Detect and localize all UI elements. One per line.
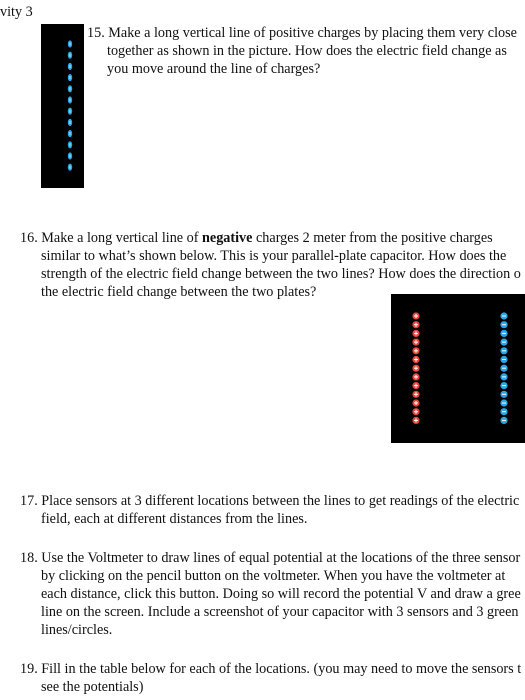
negative-charge-marker (500, 408, 507, 415)
question-19-line-2: see the potentials) (41, 679, 144, 695)
capacitor-image (391, 294, 525, 443)
question-16 (20, 229, 493, 247)
charge-marker (68, 108, 72, 115)
question-15-line-2: together as shown in the picture. How does the electric field change as (107, 43, 507, 59)
negative-charge-marker (500, 312, 507, 319)
negative-charge-marker (500, 382, 507, 389)
negative-charge-marker (500, 417, 507, 424)
positive-charge-marker (412, 373, 419, 380)
question-15-number: 15. (87, 25, 105, 41)
charge-marker (68, 52, 72, 59)
capacitor-svg (391, 294, 525, 443)
question-17-line-2: field, each at different distances from the lines. (41, 511, 308, 527)
activity-header: vity 3 (0, 4, 33, 20)
question-18-number: 18. (20, 550, 38, 566)
negative-charge-marker (500, 347, 507, 354)
negative-charge-marker (500, 330, 507, 337)
positive-charge-marker (412, 391, 419, 398)
positive-charge-marker (412, 356, 419, 363)
single-line-charge-image (41, 24, 84, 188)
positive-charge-marker (412, 330, 419, 337)
question-15-line-3: you move around the line of charges? (107, 61, 321, 77)
question-19-number: 19. (20, 661, 38, 677)
question-18-line-2: by clicking on the pencil button on the voltmeter. When you have the voltmeter at (41, 568, 506, 584)
positive-charge-marker (412, 365, 419, 372)
negative-charge-marker (500, 373, 507, 380)
question-17-number: 17. (20, 493, 38, 509)
negative-charge-marker (500, 321, 507, 328)
question-17-line-1: Place sensors at 3 different locations between the lines to get readings of the electric (41, 493, 520, 509)
question-18-line-1: Use the Voltmeter to draw lines of equal potential at the locations of the three sensor (41, 550, 521, 566)
charge-marker (68, 141, 72, 148)
question-17 (20, 492, 519, 510)
positive-charge-marker (412, 321, 419, 328)
question-19-line-1: Fill in the table below for each of the locations. (you may need to move the sensors t (41, 661, 522, 677)
charge-marker (68, 74, 72, 81)
charge-marker (68, 40, 72, 47)
positive-charge-marker (412, 408, 419, 415)
question-16-line-3: strength of the electric field change between the two lines? How does the direction o (41, 266, 521, 282)
positive-charge-marker (412, 399, 419, 406)
single-line-charge-svg (41, 24, 84, 188)
negative-charge-marker (500, 356, 507, 363)
question-16-bold-word: negative (202, 230, 253, 246)
question-16-line-1-end: charges 2 meter from the positive charges (252, 230, 493, 246)
positive-charge-marker (412, 347, 419, 354)
question-16-line-4: the electric field change between the two plates? (41, 284, 317, 300)
charge-marker (68, 130, 72, 137)
question-18 (20, 549, 520, 567)
charge-marker (68, 85, 72, 92)
question-18-line-5: lines/circles. (41, 622, 113, 638)
question-16-line-1-start: Make a long vertical line of (41, 230, 203, 246)
negative-charge-marker (500, 339, 507, 346)
positive-charge-marker (412, 339, 419, 346)
positive-charge-marker (412, 382, 419, 389)
charge-marker (68, 96, 72, 103)
negative-charge-marker (500, 391, 507, 398)
question-16-number: 16. (20, 230, 38, 246)
negative-charge-marker (500, 365, 507, 372)
charge-marker (68, 164, 72, 171)
question-19 (20, 660, 521, 678)
charge-marker (68, 63, 72, 70)
positive-charge-marker (412, 312, 419, 319)
negative-charge-marker (500, 399, 507, 406)
charge-marker (68, 152, 72, 159)
question-15 (87, 24, 517, 42)
question-16-line-2: similar to what’s shown below. This is your parallel-plate capacitor. How does the (41, 248, 507, 264)
positive-charge-marker (412, 417, 419, 424)
question-15-line-1: Make a long vertical line of positive charges by placing them very close (108, 25, 517, 41)
question-18-line-3: each distance, click this button. Doing so will record the potential V and draw a gree (41, 586, 521, 602)
question-18-line-4: line on the screen. Include a screenshot of your capacitor with 3 sensors and 3 green (41, 604, 519, 620)
charge-marker (68, 119, 72, 126)
